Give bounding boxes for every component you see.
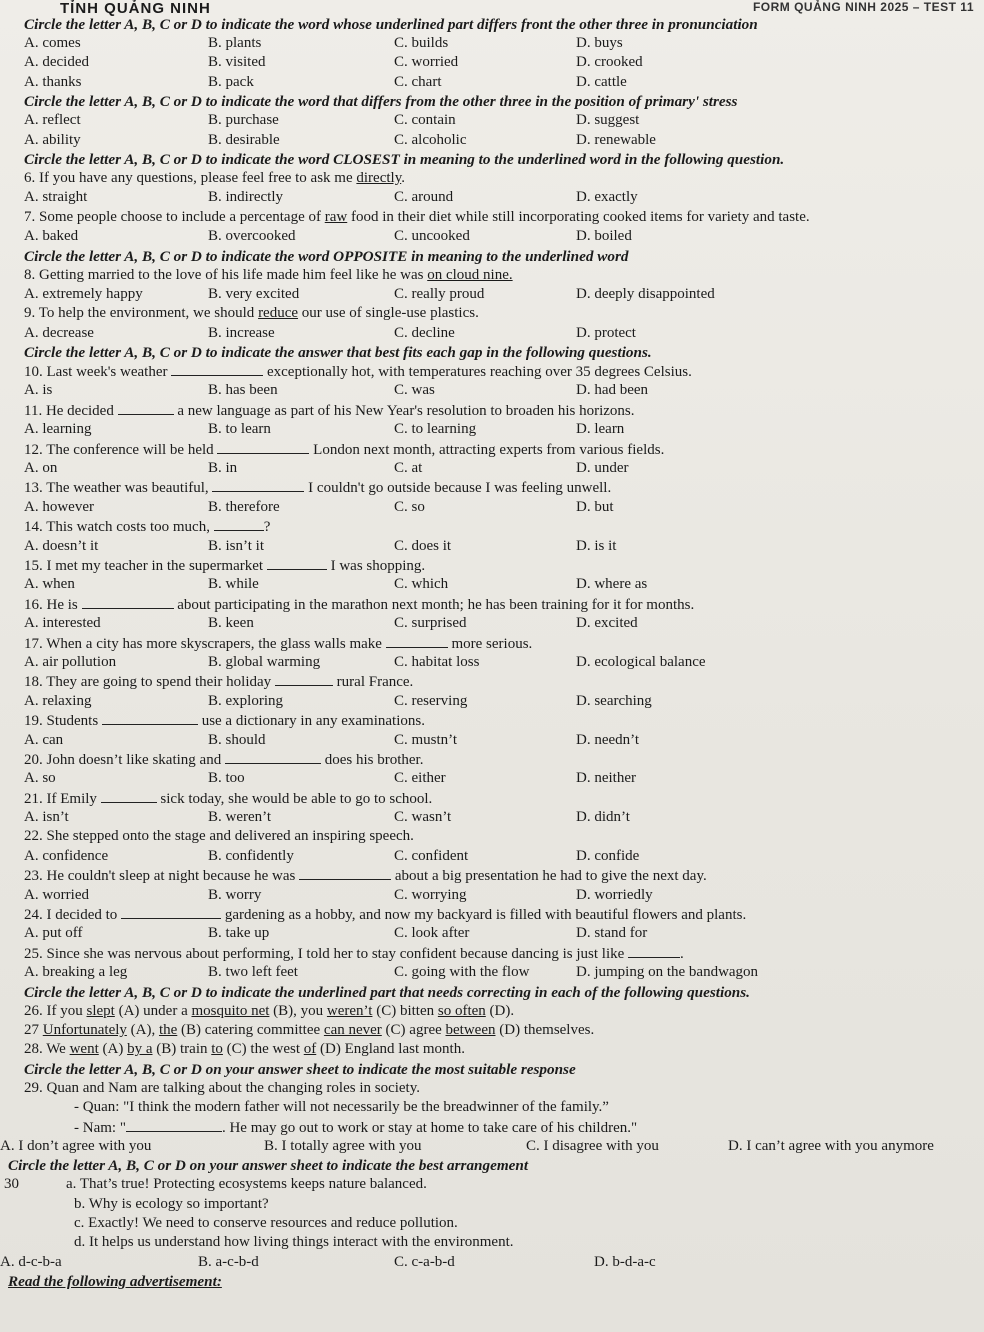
question-15-stem: 15. I met my teacher in the supermarket I was shopping. [24, 557, 426, 574]
question-19-options [8, 731, 980, 750]
q11-option-b: B. to learn [208, 421, 271, 438]
question-6-options [8, 188, 980, 207]
q19-option-b: B. should [208, 731, 266, 748]
q18-option-c: C. reserving [394, 692, 468, 709]
q20-option-b: B. too [208, 770, 245, 787]
q8-underlined-phrase: on cloud nine. [427, 266, 513, 283]
q18-blank [275, 672, 333, 686]
question-2 [8, 53, 980, 72]
question-3 [8, 73, 980, 92]
q18-option-a: A. relaxing [24, 692, 92, 709]
q14-option-b: B. isn’t it [208, 537, 264, 554]
question-25-stem: 25. Since she was nervous about performing, I told her to stay confident because dancing is just like . [24, 945, 684, 962]
question-30-options [0, 1253, 980, 1272]
question-10-stem: 10. Last week's weather exceptionally hot, with temperatures reaching over 35 degrees Celsius. [24, 364, 692, 381]
q1-option-b: B. plants [208, 35, 262, 51]
question-10-options [8, 381, 980, 400]
question-26: 26. If you slept (A) under a mosquito net (B), you weren’t (C) bitten so often (D). [24, 1002, 515, 1019]
q29-option-a: A. I don’t agree with you [0, 1137, 152, 1154]
q18-option-d: D. searching [576, 692, 652, 709]
q6-option-d: D. exactly [576, 189, 638, 206]
q23-option-b: B. worry [208, 886, 262, 903]
q3-option-a: A. thanks [24, 73, 82, 90]
question-20-options [8, 769, 980, 788]
q16-option-d: D. excited [576, 615, 638, 632]
instruction-arrangement: Circle the letter A, B, C or D on your answer sheet to indicate the best arrangement [8, 1157, 529, 1175]
q10-option-d: D. had been [576, 382, 649, 399]
question-18-stem: 18. They are going to spend their holiday rural France. [24, 674, 414, 691]
question-13-stem: 13. The weather was beautiful, I couldn't go outside because I was feeling unwell. [24, 480, 612, 497]
q11-option-a: A. learning [24, 421, 92, 438]
question-12-options [8, 459, 980, 478]
q17-option-a: A. air pollution [24, 653, 117, 670]
q30-sentence-a: a. That’s true! Protecting ecosystems keeps nature balanced. [66, 1176, 427, 1193]
q21-option-b: B. weren’t [208, 809, 272, 826]
q5-option-c: C. alcoholic [394, 131, 467, 148]
q21-option-c: C. wasn’t [394, 809, 452, 826]
q8-option-c: C. really proud [394, 285, 485, 302]
q12-option-b: B. in [208, 460, 238, 477]
q9-option-c: C. decline [394, 324, 455, 341]
q25-option-a: A. breaking a leg [24, 964, 128, 981]
q30-number: 30 [4, 1176, 19, 1193]
q4-option-a: A. reflect [24, 112, 81, 129]
q12-option-a: A. on [24, 460, 58, 477]
question-29-options [0, 1137, 980, 1156]
question-4 [8, 111, 980, 130]
q5-option-b: B. desirable [208, 131, 280, 148]
question-7-options [8, 227, 980, 246]
question-13-options [8, 498, 980, 517]
question-30-line-a [4, 1175, 980, 1194]
q20-option-c: C. either [394, 770, 446, 787]
instruction-gap-fill: Circle the letter A, B, C or D to indicate the answer that best fits each gap in the following questions. [24, 344, 652, 362]
question-21-options [8, 808, 980, 827]
q12-option-c: C. at [394, 460, 423, 477]
q30-option-a: A. d-c-b-a [0, 1253, 62, 1270]
worksheet-content [0, 15, 980, 1291]
q9-option-d: D. protect [576, 324, 636, 341]
question-12-stem: 12. The conference will be held London next month, attracting experts from various fields. [24, 441, 665, 458]
q7-option-c: C. uncooked [394, 228, 470, 245]
instruction-response: Circle the letter A, B, C or D on your answer sheet to indicate the most suitable response [24, 1060, 576, 1078]
q15-option-a: A. when [24, 576, 75, 593]
q19-blank [102, 711, 198, 725]
q4-option-d: D. suggest [576, 112, 640, 129]
q10-option-c: C. was [394, 382, 435, 399]
q2-option-d: D. crooked [576, 54, 643, 71]
question-24-options [8, 924, 980, 943]
q5-option-a: A. ability [24, 131, 81, 148]
q19-option-a: A. can [24, 731, 64, 748]
q3-option-d: D. cattle [576, 73, 627, 90]
form-header: FORM QUẢNG NINH 2025 – TEST 11 [752, 0, 974, 14]
q20-option-a: A. so [24, 770, 56, 787]
question-17-options [8, 653, 980, 672]
question-20-stem: 20. John doesn’t like skating and does his brother. [24, 751, 424, 768]
q1-option-c: C. builds [394, 35, 449, 51]
question-15-options [8, 575, 980, 594]
q25-option-b: B. two left feet [208, 964, 298, 981]
instruction-opposite: Circle the letter A, B, C or D to indicate the word OPPOSITE in meaning to the underlined word [24, 247, 629, 265]
q23-option-a: A. worried [24, 886, 89, 903]
q30-option-b: B. a-c-b-d [198, 1253, 259, 1270]
q2-option-b: B. visited [208, 54, 266, 71]
q2-option-c: C. worried [394, 54, 459, 71]
q11-option-d: D. learn [576, 421, 625, 438]
q17-option-b: B. global warming [208, 653, 321, 670]
q9-underlined-word: reduce [258, 305, 299, 322]
q14-blank [214, 517, 264, 531]
q22-option-d: D. confide [576, 847, 640, 864]
q7-option-a: A. baked [24, 228, 79, 245]
question-9-stem: 9. To help the environment, we should reduce our use of single-use plastics. [24, 305, 479, 322]
q22-option-b: B. confidently [208, 847, 294, 864]
question-23-stem: 23. He couldn't sleep at night because he was about a big presentation he had to give the next day. [24, 868, 707, 885]
q29-blank [126, 1118, 222, 1132]
q12-option-d: D. under [576, 460, 629, 477]
q3-option-c: C. chart [394, 73, 442, 90]
q11-option-c: C. to learning [394, 421, 477, 438]
q24-option-b: B. take up [208, 925, 270, 942]
q21-option-a: A. isn’t [24, 809, 69, 826]
q4-option-b: B. purchase [208, 112, 279, 129]
q17-blank [386, 634, 448, 648]
question-7-stem: 7. Some people choose to include a percentage of raw food in their diet while still incorporating cooked items for variety and taste. [24, 208, 810, 225]
q5-option-d: D. renewable [576, 131, 656, 148]
q9-option-a: A. decrease [24, 324, 94, 341]
q15-option-b: B. while [208, 576, 259, 593]
q4-option-c: C. contain [394, 112, 456, 129]
instruction-stress: Circle the letter A, B, C or D to indicate the word that differs from the other three in the position of primary' stress [24, 93, 738, 111]
q7-underlined-word: raw [324, 208, 348, 225]
q24-blank [121, 905, 221, 919]
q13-option-d: D. but [576, 498, 614, 515]
q8-option-a: A. extremely happy [24, 285, 143, 302]
q14-option-d: D. is it [576, 537, 617, 554]
question-25-options [8, 963, 980, 982]
q24-option-c: C. look after [394, 925, 470, 942]
q14-option-a: A. doesn’t it [24, 537, 99, 554]
question-19-stem: 19. Students use a dictionary in any examinations. [24, 713, 425, 730]
q20-blank [225, 750, 321, 764]
q25-option-c: C. going with the flow [394, 964, 530, 981]
q2-option-a: A. decided [24, 54, 89, 71]
q16-blank [82, 595, 174, 609]
q23-blank [299, 866, 391, 880]
q14-option-c: C. does it [394, 537, 452, 554]
question-11-stem: 11. He decided a new language as part of his New Year's resolution to broaden his horizons. [24, 402, 635, 419]
q7-option-b: B. overcooked [208, 228, 296, 245]
q6-underlined-word: directly [356, 169, 402, 186]
question-27: 27 Unfortunately (A), the (B) catering committee can never (C) agree between (D) themselves. [24, 1021, 595, 1038]
q8-option-b: B. very excited [208, 285, 300, 302]
q15-option-c: C. which [394, 576, 449, 593]
q29-option-d: D. I can’t agree with you anymore [728, 1137, 934, 1154]
question-29-quan-line: - Quan: "I think the modern father will not necessarily be the breadwinner of the family.” [74, 1099, 609, 1116]
q30-sentence-c: c. Exactly! We need to conserve resources and reduce pollution. [74, 1215, 458, 1232]
q19-option-c: C. mustn’t [394, 731, 458, 748]
q23-option-c: C. worrying [394, 886, 467, 903]
q24-option-a: A. put off [24, 925, 83, 942]
q9-option-b: B. increase [208, 324, 275, 341]
question-6-stem: 6. If you have any questions, please feel free to ask me directly. [24, 169, 405, 186]
q17-option-c: C. habitat loss [394, 653, 480, 670]
question-28: 28. We went (A) by a (B) train to (C) the west of (D) England last month. [24, 1041, 465, 1058]
q15-blank [267, 556, 327, 570]
q22-option-c: C. confident [394, 847, 469, 864]
question-11-options [8, 420, 980, 439]
question-14-options [8, 537, 980, 556]
question-1 [8, 34, 980, 53]
q10-option-a: A. is [24, 382, 53, 399]
question-17-stem: 17. When a city has more skyscrapers, the glass walls make more serious. [24, 635, 533, 652]
question-18-options [8, 692, 980, 711]
q21-option-d: D. didn’t [576, 809, 630, 826]
q1-option-d: D. buys [576, 35, 623, 51]
q12-blank [217, 440, 309, 454]
q23-option-d: D. worriedly [576, 886, 653, 903]
q13-blank [212, 478, 304, 492]
question-8-options [8, 285, 980, 304]
q24-option-d: D. stand for [576, 925, 648, 942]
q13-option-b: B. therefore [208, 498, 280, 515]
instruction-pronunciation: Circle the letter A, B, C or D to indicate the word whose underlined part differs front the other three in pronunciation [24, 16, 758, 33]
question-23-options [8, 886, 980, 905]
advertisement-heading: Read the following advertisement: [8, 1273, 222, 1291]
instruction-closest: Circle the letter A, B, C or D to indicate the word CLOSEST in meaning to the underlined word in the following question. [24, 150, 785, 168]
q17-option-d: D. ecological balance [576, 653, 706, 670]
q10-blank [171, 362, 263, 376]
instruction-error-identification: Circle the letter A, B, C or D to indicate the underlined part that needs correcting in each of the following questions. [24, 983, 750, 1001]
question-16-stem: 16. He is about participating in the marathon next month; he has been training for it for months. [24, 596, 695, 613]
q25-blank [628, 944, 680, 958]
q22-option-a: A. confidence [24, 847, 109, 864]
q20-option-d: D. neither [576, 770, 636, 787]
q6-option-a: A. straight [24, 189, 88, 206]
q21-blank [101, 789, 157, 803]
q30-sentence-b: b. Why is ecology so important? [74, 1195, 269, 1212]
province-header: TỈNH QUẢNG NINH [60, 0, 211, 17]
question-14-stem: 14. This watch costs too much, ? [24, 519, 271, 536]
q8-option-d: D. deeply disappointed [576, 285, 715, 302]
q29-option-b: B. I totally agree with you [264, 1137, 422, 1154]
question-9-options [8, 324, 980, 343]
q3-option-b: B. pack [208, 73, 254, 90]
question-16-options [8, 614, 980, 633]
question-22-options [8, 847, 980, 866]
q6-option-c: C. around [394, 189, 454, 206]
q10-option-b: B. has been [208, 382, 278, 399]
q7-option-d: D. boiled [576, 228, 632, 245]
q30-sentence-d: d. It helps us understand how living things interact with the environment. [74, 1234, 514, 1251]
question-8-stem: 8. Getting married to the love of his life made him feel like he was on cloud nine. [24, 266, 513, 283]
q13-option-c: C. so [394, 498, 425, 515]
q19-option-d: D. needn’t [576, 731, 640, 748]
q13-option-a: A. however [24, 498, 94, 515]
q30-option-c: C. c-a-b-d [394, 1253, 455, 1270]
question-29-nam-line: - Nam: " . He may go out to work or stay at home to take care of his children." [74, 1119, 638, 1136]
q1-option-a: A. comes [24, 35, 81, 51]
q16-option-b: B. keen [208, 615, 254, 632]
q25-option-d: D. jumping on the bandwagon [576, 964, 759, 981]
q18-option-b: B. exploring [208, 692, 283, 709]
question-5 [8, 131, 980, 150]
q29-option-c: C. I disagree with you [526, 1137, 659, 1154]
question-24-stem: 24. I decided to gardening as a hobby, and now my backyard is filled with beautiful flowers and plants. [24, 907, 747, 924]
question-22-stem: 22. She stepped onto the stage and delivered an inspiring speech. [24, 828, 414, 845]
q16-option-a: A. interested [24, 615, 101, 632]
q15-option-d: D. where as [576, 576, 648, 593]
q11-blank [118, 401, 174, 415]
question-29-stem: 29. Quan and Nam are talking about the changing roles in society. [24, 1079, 420, 1096]
q16-option-c: C. surprised [394, 615, 467, 632]
q6-option-b: B. indirectly [208, 189, 283, 206]
question-21-stem: 21. If Emily sick today, she would be able to go to school. [24, 790, 433, 807]
q30-option-d: D. b-d-a-c [594, 1253, 656, 1270]
